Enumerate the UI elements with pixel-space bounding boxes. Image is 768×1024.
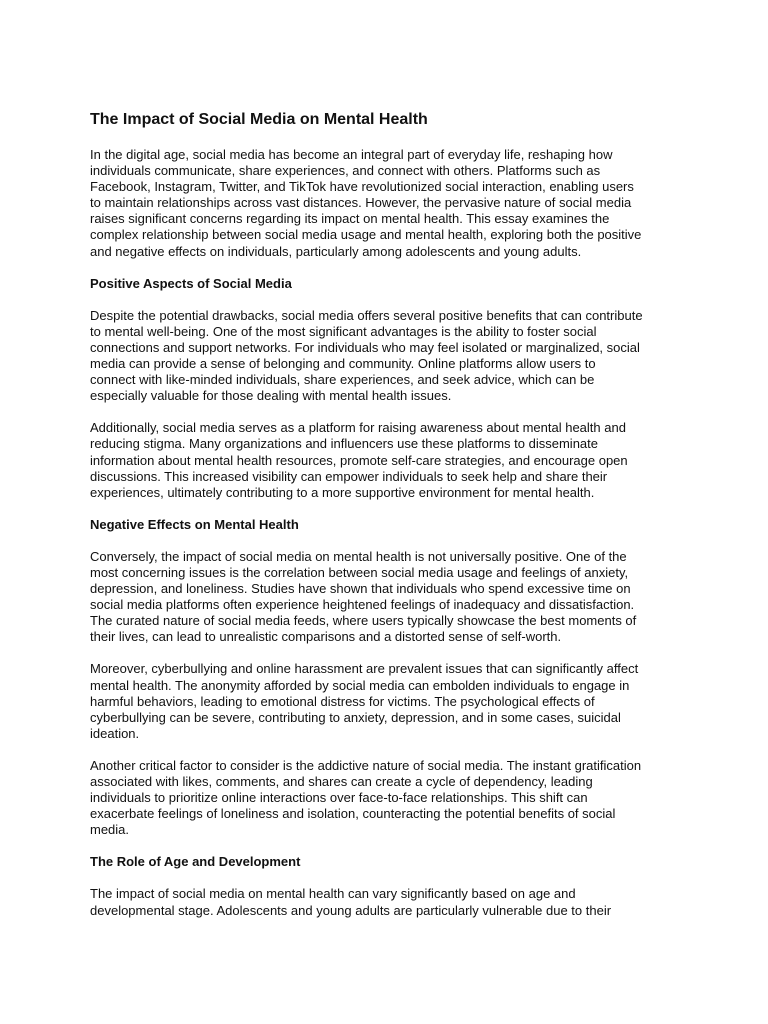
body-paragraph xyxy=(90,308,690,405)
paragraph-line: associated with likes, comments, and shares can create a cycle of dependency, leading xyxy=(90,774,593,789)
paragraph-line: media can provide a sense of belonging and community. Online platforms allow users to xyxy=(90,356,596,372)
paragraph-line: depression, and loneliness. Studies have shown that individuals who spend excessive time on xyxy=(90,581,631,597)
paragraph-line: connect with like-minded individuals, share experiences, and seek advice, which can be xyxy=(90,372,595,388)
paragraph-line: complex relationship between social media usage and mental health, exploring both the positive xyxy=(90,227,642,243)
paragraph-line: exacerbate feelings of loneliness and isolation, counteracting the potential benefits of social xyxy=(90,806,616,822)
paragraph-line: individuals communicate, share experiences, and connect with others. Platforms such as xyxy=(90,163,601,179)
paragraph-line: mental health. The anonymity afforded by social media can embolden individuals to engage in xyxy=(90,677,630,693)
body-paragraph xyxy=(90,420,690,500)
body-paragraph xyxy=(90,147,690,260)
paragraph-line: experiences, ultimately contributing to a more supportive environment for mental health. xyxy=(90,484,595,500)
paragraph-line: Facebook, Instagram, Twitter, and TikTok have revolutionized social interaction, enabling users xyxy=(90,179,634,195)
section-heading: The Role of Age and Development xyxy=(90,854,301,870)
paragraph-line: especially valuable for those dealing with mental health issues. xyxy=(90,388,452,404)
paragraph-line: and negative effects on individuals, particularly among adolescents and young adults. xyxy=(90,243,582,259)
document-body xyxy=(90,147,690,919)
paragraph-line: information about mental health resources, promote self-care strategies, and encourage open xyxy=(90,452,628,468)
paragraph-line: to maintain relationships across vast distances. However, the pervasive nature of social media xyxy=(90,195,632,211)
paragraph-line: to mental well-being. One of the most significant advantages is the ability to foster social xyxy=(90,323,597,339)
paragraph-line: raises significant concerns regarding its impact on mental health. This essay examines the xyxy=(90,211,610,227)
body-paragraph xyxy=(90,758,690,838)
document-title: The Impact of Social Media on Mental Health xyxy=(90,111,428,128)
paragraph-line: Additionally, social media serves as a platform for raising awareness about mental health and xyxy=(90,420,626,436)
paragraph-line: The impact of social media on mental health can vary significantly based on age and xyxy=(90,886,576,902)
paragraph-line: connections and support networks. For individuals who may feel isolated or marginalized, social xyxy=(90,339,640,355)
paragraph-line: Another critical factor to consider is the addictive nature of social media. The instant gratification xyxy=(90,757,642,773)
document-page xyxy=(90,110,690,935)
paragraph-line: developmental stage. Adolescents and young adults are particularly vulnerable due to their xyxy=(90,902,612,918)
paragraph-line: discussions. This increased visibility can empower individuals to seek help and share their xyxy=(90,468,608,484)
paragraph-line: The curated nature of social media feeds, where users typically showcase the best moments of xyxy=(90,613,637,629)
paragraph-line: ideation. xyxy=(90,725,140,741)
section-heading: Positive Aspects of Social Media xyxy=(90,275,292,291)
paragraph-line: cyberbullying can be severe, contributing to anxiety, depression, and in some cases, suicidal xyxy=(90,709,621,725)
paragraph-line: media. xyxy=(90,822,130,838)
paragraph-line: individuals to prioritize online interactions over face-to-face relationships. This shift can xyxy=(90,790,588,806)
paragraph-line: Despite the potential drawbacks, social media offers several positive benefits that can contribute xyxy=(90,307,643,323)
paragraph-line: most concerning issues is the correlation between social media usage and feelings of anxiety, xyxy=(90,564,629,580)
paragraph-line: harmful behaviors, leading to emotional distress for victims. The psychological effects of xyxy=(90,693,595,709)
section-heading: Negative Effects on Mental Health xyxy=(90,516,299,532)
paragraph-line: In the digital age, social media has become an integral part of everyday life, reshaping how xyxy=(90,147,613,162)
paragraph-line: reducing stigma. Many organizations and influencers use these platforms to disseminate xyxy=(90,436,598,452)
paragraph-line: Moreover, cyberbullying and online harassment are prevalent issues that can significantly affect xyxy=(90,661,639,677)
body-paragraph xyxy=(90,886,690,918)
body-paragraph xyxy=(90,549,690,646)
paragraph-line: their lives, can lead to unrealistic comparisons and a distorted sense of self-worth. xyxy=(90,629,562,645)
paragraph-line: Conversely, the impact of social media on mental health is not universally positive. One of the xyxy=(90,548,627,564)
paragraph-line: social media platforms often experience heightened feelings of inadequacy and dissatisfaction. xyxy=(90,597,635,613)
body-paragraph xyxy=(90,661,690,741)
